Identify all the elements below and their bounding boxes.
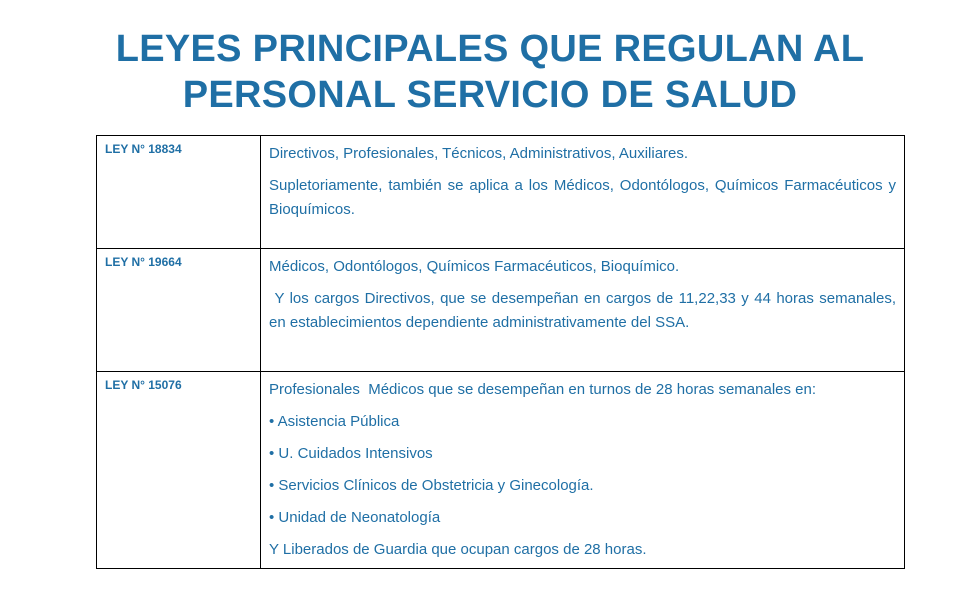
table-row-ley-19664 (97, 249, 905, 372)
page-title-line-2: PERSONAL SERVICIO DE SALUD (182, 74, 798, 116)
law-description-paragraph: Directivos, Profesionales, Técnicos, Administrativos, Auxiliares. (269, 145, 689, 162)
page-title (60, 26, 920, 118)
law-description-intro: Profesionales Médicos que se desempeñan en turnos de 28 horas semanales en: (269, 381, 817, 398)
law-description-cell (261, 249, 905, 372)
law-name-cell: LEY N° 18834 (97, 136, 261, 249)
bullet-item: • U. Cuidados Intensivos (269, 442, 896, 466)
table-row-ley-15076 (97, 372, 905, 569)
law-name-cell: LEY N° 15076 (97, 372, 261, 569)
law-description-cell (261, 372, 905, 569)
law-name-cell: LEY N° 19664 (97, 249, 261, 372)
laws-table (96, 135, 905, 569)
table-row-ley-18834 (97, 136, 905, 249)
law-description-paragraph: Y los cargos Directivos, que se desempeñan en cargos de 11,22,33 y 44 horas semanales, en establecimientos dependiente administrativamente del SSA. (269, 290, 901, 331)
law-description-closing: Y Liberados de Guardia que ocupan cargos de 28 horas. (269, 541, 647, 558)
bullet-item: • Unidad de Neonatología (269, 506, 896, 530)
page-title-line-1: LEYES PRINCIPALES QUE REGULAN AL (115, 28, 865, 70)
law-description-paragraph: Médicos, Odontólogos, Químicos Farmacéuticos, Bioquímico. (269, 258, 680, 275)
bullet-item: • Asistencia Pública (269, 410, 896, 434)
bullet-item: • Servicios Clínicos de Obstetricia y Ginecología. (269, 474, 896, 498)
law-description-paragraph: Supletoriamente, también se aplica a los Médicos, Odontólogos, Químicos Farmacéuticos y Bioquímicos. (269, 177, 896, 218)
law-description-cell (261, 136, 905, 249)
